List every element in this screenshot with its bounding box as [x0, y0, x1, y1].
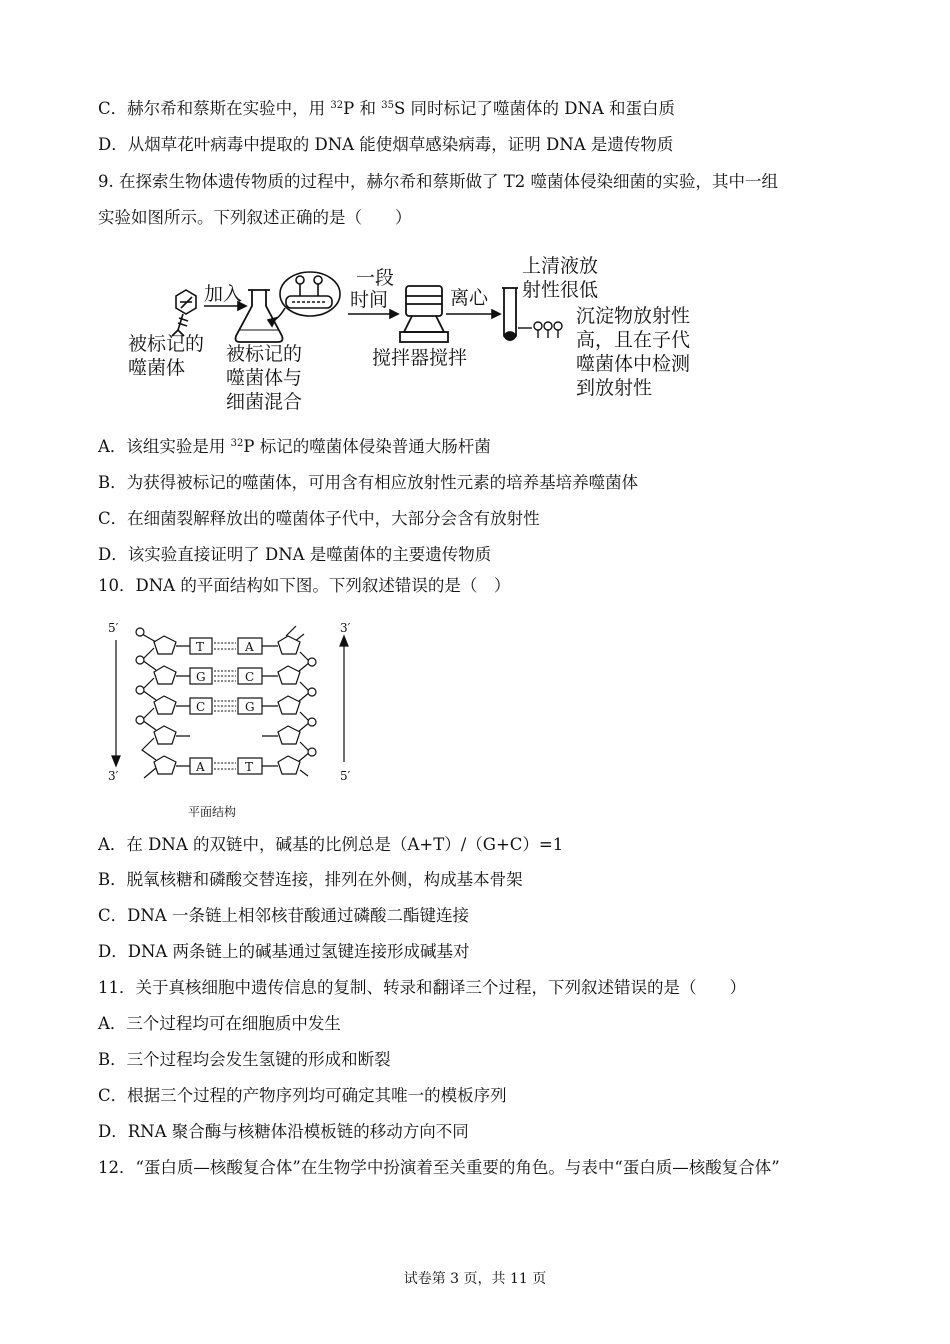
progeny-phage-icons	[518, 322, 562, 338]
q9-option-d: D．该实验直接证明了 DNA 是噬菌体的主要遗传物质	[98, 545, 492, 564]
q9-stem-line-2: 实验如图所示。下列叙述正确的是（ ）	[98, 208, 412, 227]
mix-label-1: 被标记的	[226, 343, 303, 365]
pellet-label-3: 噬菌体中检测	[576, 353, 691, 375]
label-3-prime-top: 3′	[340, 621, 351, 635]
q10-option-c: C．DNA 一条链上相邻核苷酸通过磷酸二酯键连接	[98, 906, 469, 925]
mix-label-2: 噬菌体与	[226, 367, 303, 389]
q8-option-c: C．赫尔希和蔡斯在实验中，用 $^{32}$P 和 $^{35}$S 同时标记了噬菌体的 DNA 和蛋白质	[98, 99, 676, 118]
q11-option-d: D．RNA 聚合酶与核糖体沿模板链的移动方向不同	[98, 1122, 469, 1141]
time-label-1: 一段	[356, 267, 395, 289]
bacterium-zoom-icon	[268, 272, 340, 326]
q9-option-c: C．在细菌裂解释放出的噬菌体子代中，大部分会含有放射性	[98, 509, 540, 528]
supernatant-label-1: 上清液放	[522, 255, 599, 277]
blender-label: 搅拌器搅拌	[372, 347, 468, 369]
pellet-label-2: 高，且在子代	[576, 329, 691, 351]
base-2-left: G	[196, 670, 206, 684]
page-footer: 试卷第 3 页，共 11 页	[403, 1271, 547, 1287]
base-3-right: G	[245, 700, 255, 714]
label-3-prime-bottom: 3′	[108, 769, 119, 783]
phage-experiment-figure	[120, 248, 740, 428]
test-tube-icon	[502, 288, 518, 340]
q9-stem-line-1: 9. 在探索生物体遗传物质的过程中，赫尔希和蔡斯做了 T2 噬菌体侵染细菌的实验，其中一组	[98, 172, 778, 191]
q8-option-d: D．从烟草花叶病毒中提取的 DNA 能使烟草感染病毒，证明 DNA 是遗传物质	[98, 135, 674, 154]
base-3-left: C	[196, 700, 206, 714]
base-4-right: T	[245, 760, 254, 774]
q10-option-d: D．DNA 两条链上的碱基通过氢键连接形成碱基对	[98, 942, 470, 961]
q12-stem: 12．“蛋白质—核酸复合体”在生物学中扮演着至关重要的角色。与表中“蛋白质—核酸复合体”	[98, 1158, 780, 1177]
q11-option-c: C．根据三个过程的产物序列均可确定其唯一的模板序列	[98, 1086, 507, 1105]
dna-figure-caption: 平面结构	[188, 805, 237, 819]
phage-icon	[172, 290, 196, 336]
q10-stem: 10．DNA 的平面结构如下图。下列叙述错误的是（ ）	[98, 576, 511, 595]
q11-option-a: A．三个过程均可在细胞质中发生	[98, 1014, 341, 1033]
q9-option-a: A．该组实验是用 $^{32}$P 标记的噬菌体侵染普通大肠杆菌	[98, 437, 491, 456]
label-5-prime-top: 5′	[108, 621, 119, 635]
flask-icon	[236, 290, 283, 342]
pellet-label-1: 沉淀物放射性	[576, 305, 691, 327]
supernatant-label-2: 射性很低	[522, 279, 599, 301]
base-1-left: T	[196, 640, 205, 654]
base-1-right: A	[245, 640, 254, 654]
label-5-prime-bottom: 5′	[340, 769, 351, 783]
q10-option-b: B．脱氧核糖和磷酸交替连接，排列在外侧，构成基本骨架	[98, 870, 523, 889]
labeled-phage-label-2: 噬菌体	[128, 357, 186, 379]
centrifuge-label: 离心	[450, 287, 489, 309]
labeled-phage-label-1: 被标记的	[128, 333, 205, 355]
q11-stem: 11．关于真核细胞中遗传信息的复制、转录和翻译三个过程，下列叙述错误的是（ ）	[98, 978, 746, 997]
q10-option-a: A．在 DNA 的双链中，碱基的比例总是（A+T）/（G+C）=1	[98, 835, 564, 854]
base-2-right: C	[245, 670, 255, 684]
mix-label-3: 细菌混合	[226, 391, 303, 413]
base-4-left: A	[196, 760, 205, 774]
pellet-label-4: 到放射性	[576, 377, 653, 399]
q9-option-b: B．为获得被标记的噬菌体，可用含有相应放射性元素的培养基培养噬菌体	[98, 473, 639, 492]
dna-structure-figure	[104, 612, 364, 827]
add-label: 加入	[204, 283, 243, 305]
time-label-2: 时间	[350, 289, 389, 311]
q11-option-b: B．三个过程均会发生氢键的形成和断裂	[98, 1050, 391, 1069]
blender-icon	[400, 286, 448, 342]
